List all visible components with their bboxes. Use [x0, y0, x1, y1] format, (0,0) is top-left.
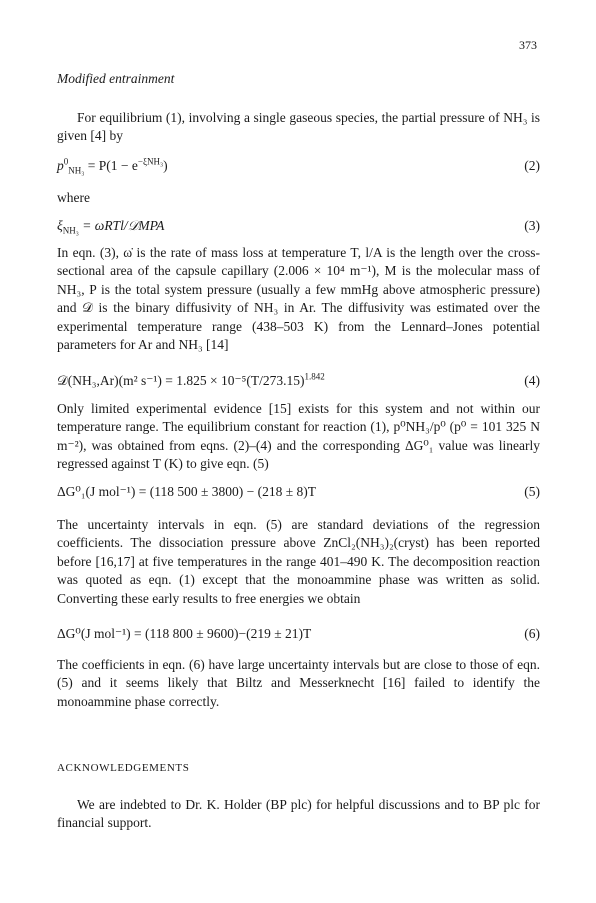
- equation-2-body: [57, 157, 168, 175]
- equation-5: [57, 483, 540, 501]
- equation-3-body: [57, 217, 164, 235]
- equation-6-body: ΔG⁰(J mol⁻¹) = (118 800 ± 9600)−(219 ± 21)T: [57, 626, 312, 641]
- eq2-lhs: p: [57, 158, 64, 173]
- eq3-lhs: ξ: [57, 218, 63, 233]
- eq3-lhs-sub: NH₃: [62, 225, 79, 236]
- equation-2: [57, 157, 540, 175]
- eq4-body: 𝒟(NH₃,Ar)(m² s⁻¹) = 1.825 × 10⁻⁵(T/273.15): [57, 373, 305, 388]
- paragraph-intro: For equilibrium (1), involving a single gaseous species, the partial pressure of NH₃ is given [4] by: [57, 110, 540, 144]
- paragraph-equilibrium: Only limited experimental evidence [15] exists for this system and not within our temperature range. The equilibrium constant for reaction (1), p⁰NH₃/p⁰ (p⁰ = 101 325 N m⁻²), was obtained from eqns. (2)–(4) and the corresponding ΔG⁰₁ value was linearly regressed against T (K) to give eqn. (5): [57, 401, 540, 472]
- equation-4: [57, 372, 540, 390]
- paragraph-acknowledgement: We are indebted to Dr. K. Holder (BP plc) for helpful discussions and to BP plc for financial support.: [57, 797, 540, 831]
- eq2-rhs-main: = P(1 − e: [84, 158, 138, 173]
- equation-5-number: (5): [524, 484, 540, 499]
- eq3-rhs: = ω̇RTl/𝒟MPA: [78, 218, 165, 233]
- equation-2-number: (2): [524, 158, 540, 173]
- eq2-rhs-exp: −ξNH₃: [137, 156, 164, 167]
- equation-6: [57, 625, 540, 643]
- equation-3: [57, 217, 540, 235]
- equation-6-number: (6): [524, 626, 540, 641]
- running-head: Modified entrainment: [57, 71, 175, 86]
- equation-3-number: (3): [524, 218, 540, 233]
- eq2-lhs-sup: 0: [63, 156, 69, 167]
- eq4-exp: 1.842: [304, 371, 325, 382]
- where-label: where: [57, 190, 90, 205]
- equation-4-body: [57, 372, 325, 390]
- page-number: 373: [519, 38, 537, 52]
- section-heading: ACKNOWLEDGEMENTS: [57, 762, 190, 774]
- paragraph-uncertainty: The uncertainty intervals in eqn. (5) are standard deviations of the regression coefficients. The dissociation pressure above ZnCl₂(NH₃)₂(cryst) has been reported before [16,17] at five temperatures in the range 401–490 K. The decomposition reaction was quoted as eqn. (1) except that the monoammine phase was written as solid. Converting these early results to free energies we obtain: [57, 517, 540, 606]
- equation-4-number: (4): [524, 373, 540, 388]
- paragraph-definitions: In eqn. (3), ω̇ is the rate of mass loss at temperature T, l/A is the length over the cross-sectional area of the capsule capillary (2.006 × 10⁴ m⁻¹), M is the molecular mass of NH₃, P is the total system pressure (usually a few mmHg above atmospheric pressure) and 𝒟 is the binary diffusivity of NH₃ in Ar. The diffusivity was estimated over the experimental temperature range (438–503 K) from the Lennard–Jones potential parameters for Ar and NH₃ [14]: [57, 245, 540, 353]
- eq2-rhs-close: ): [163, 158, 168, 173]
- eq2-lhs-sub: NH₃: [68, 165, 85, 176]
- paragraph-coefficients: The coefficients in eqn. (6) have large uncertainty intervals but are close to those of eqn. (5) and it seems likely that Biltz and Messerknecht [16] failed to identify the monoammine phase correctly.: [57, 657, 540, 709]
- equation-5-body: ΔG⁰₁(J mol⁻¹) = (118 500 ± 3800) − (218 ± 8)T: [57, 484, 316, 499]
